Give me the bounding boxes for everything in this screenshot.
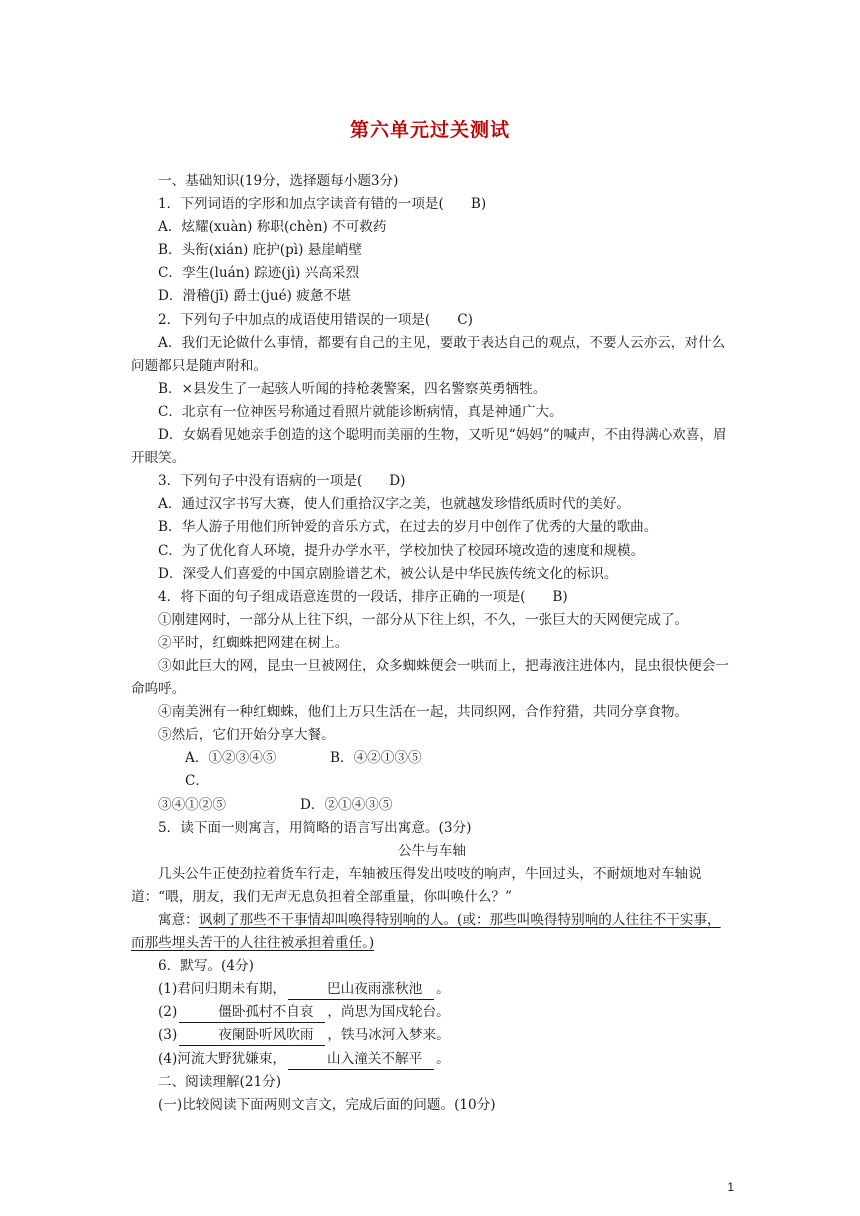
- q4-options-ab: [131, 747, 733, 770]
- moral-answer-text: 讽刺了那些不干事情却叫唤得特别响的人。(或：那些叫唤得特别响的人往往不干实事，而那些埋头苦干的人往往被承担着重任。): [131, 912, 721, 952]
- answer-1: B: [470, 196, 481, 213]
- dictation-2: (2) 僵卧孤村不自哀 ，尚思为国戍轮台。: [131, 1001, 733, 1024]
- q2-option-b: B．×县发生了一起骇人听闻的持枪袭警案，四名警察英勇牺牲。: [158, 380, 547, 397]
- question-5: 5．读下面一则寓言，用简略的语言写出寓意。(3分): [158, 819, 472, 836]
- q4-sentence-3: ③如此巨大的网，昆虫一旦被网住，众多蜘蛛便会一哄而上，把毒液注进体内，昆虫很快便会一命呜呼。: [131, 657, 729, 698]
- page-title: 第六单元过关测试: [349, 119, 510, 141]
- q3-option-c: C．为了优化育人环境，提升办学水平，学校加快了校园环境改造的速度和规模。: [158, 542, 645, 559]
- q1-option-d: D．滑稽(jī) 爵士(jué) 疲惫不堪: [158, 288, 351, 305]
- q4-option-d: D．②①④③⑤: [300, 796, 393, 813]
- section-heading-2: 二、阅读理解(21分): [158, 1073, 282, 1090]
- q4-option-c: C．③④①②⑤: [158, 773, 226, 813]
- q3-option-d: D．深受人们喜爱的中国京剧脸谱艺术，被公认是中华民族传统文化的标识。: [158, 565, 618, 582]
- dictation-3-answer: 夜阑卧听风吹雨: [179, 1026, 325, 1046]
- q1-option-b: B．头衔(xián) 庇护(pì) 悬崖峭壁: [158, 242, 363, 259]
- document-body: [131, 170, 733, 1117]
- q2-option-d: D．女娲看见她亲手创造的这个聪明而美丽的生物，又听见“妈妈”的喊声，不由得满心欢喜，眉开眼笑。: [131, 427, 727, 467]
- answer-3: D: [389, 473, 401, 490]
- q4-sentence-1: ①刚建网时，一部分从上往下织，一部分从下往上织，不久，一张巨大的天网便完成了。: [158, 611, 689, 628]
- q4-sentence-5: ⑤然后，它们开始分享大餐。: [158, 727, 335, 744]
- dictation-4-answer: 山入潼关不解平: [288, 1050, 434, 1070]
- dictation-4: (4)河流大野犹嫌束， 山入潼关不解平 。: [131, 1048, 733, 1071]
- moral-answer: 寓意：讽刺了那些不干事情却叫唤得特别响的人。(或：那些叫唤得特别响的人往往不干实事，而那些埋头苦干的人往往被承担着重任。): [131, 912, 721, 952]
- q3-option-a: A．通过汉字书写大赛，使人们重拾汉字之美，也就越发珍惜纸质时代的美好。: [158, 496, 631, 513]
- section-heading: 一、基础知识(19分，选择题每小题3分): [158, 173, 399, 189]
- q1-option-a: A．炫耀(xuàn) 称职(chèn) 不可救药: [158, 219, 387, 236]
- question-4: 4．将下面的句子组成语意连贯的一段话，排序正确的一项是( B): [131, 586, 733, 609]
- reading-instruction: (一)比较阅读下面两则文言文，完成后面的问题。(10分): [158, 1096, 496, 1113]
- question-6: 6．默写。(4分): [158, 958, 254, 975]
- q4-options-cd: [131, 770, 733, 816]
- q3-option-b: B．华人游子用他们所钟爱的音乐方式，在过去的岁月中创作了优秀的大量的歌曲。: [158, 519, 658, 536]
- q4-option-b: B．④②①③⑤: [330, 750, 422, 767]
- q2-option-c: C．北京有一位神医号称通过看照片就能诊断病情，真是神通广大。: [158, 403, 563, 420]
- fable-title: 公牛与车轴: [398, 842, 466, 859]
- fable-text: 几头公牛正使劲拉着货车行走，车轴被压得发出吱吱的响声，牛回过头，不耐烦地对车轴说道：“喂，朋友，我们无声无息负担着全部重量，你叫唤什么？”: [131, 865, 702, 905]
- q4-sentence-2: ②平时，红蜘蛛把网建在树上。: [158, 634, 349, 651]
- dictation-1-answer: 巴山夜雨涨秋池: [288, 980, 434, 1000]
- dictation-2-answer: 僵卧孤村不自哀: [179, 1003, 325, 1023]
- answer-4: B: [552, 588, 563, 605]
- question-1: 1．下列词语的字形和加点字读音有错的一项是( B): [131, 193, 733, 216]
- dictation-3: (3) 夜阑卧听风吹雨 ，铁马冰河入梦来。: [131, 1024, 733, 1047]
- answer-2: C: [457, 311, 468, 328]
- q4-sentence-4: ④南美洲有一种红蜘蛛，他们上万只生活在一起，共同织网，合作狩猎，共同分享食物。: [158, 704, 689, 721]
- question-2: 2．下列句子中加点的成语使用错误的一项是( C): [131, 309, 733, 332]
- q4-option-a: A．①②③④⑤: [185, 750, 277, 767]
- dictation-1: (1)君问归期未有期， 巴山夜雨涨秋池 。: [131, 978, 733, 1001]
- q2-option-a: A．我们无论做什么事情，都要有自己的主见，要敢于表达自己的观点，不要人云亦云，对什么问题都只是随声附和。: [131, 334, 726, 374]
- question-3: 3．下列句子中没有语病的一项是( D): [131, 470, 733, 493]
- q1-option-c: C．孪生(luán) 踪迹(jì) 兴高采烈: [158, 265, 360, 282]
- page-number: 1: [727, 1180, 734, 1194]
